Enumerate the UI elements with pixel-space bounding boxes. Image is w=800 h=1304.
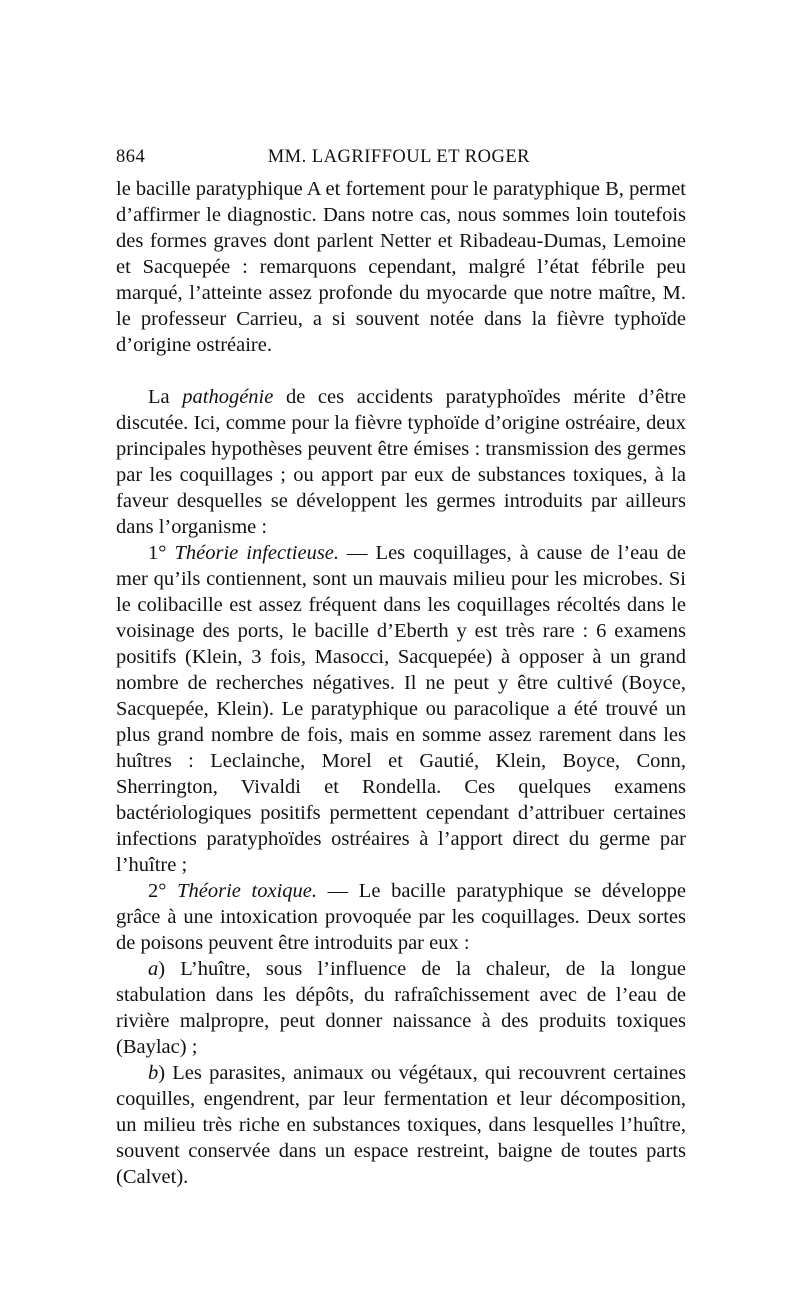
heading-theorie-toxique: Théorie toxique. xyxy=(177,880,317,902)
page-number: 864 xyxy=(116,147,146,167)
heading-theorie-infectieuse: Théorie infectieuse. xyxy=(174,542,340,564)
item-letter-b: b xyxy=(148,1062,159,1084)
running-head: MM. LAGRIFFOUL ET ROGER xyxy=(267,147,530,167)
paragraph-theorie-infectieuse xyxy=(116,540,686,878)
item-number: 2° xyxy=(148,880,178,902)
lead-text: La xyxy=(148,386,183,408)
paragraph-text: ) Les parasites, animaux ou végétaux, qui recouvrent certaines coquilles, engendrent, par leur fermentation et leur décomposition, un milieu très riche en substances toxiques, dans lesquelles l’huître, souvent conservée dans un espace restreint, baigne de toutes parts (Calvet). xyxy=(116,1062,686,1188)
paragraph-item-b xyxy=(116,1060,686,1190)
paragraph-theorie-toxique xyxy=(116,878,686,956)
paragraph-text: ) L’huître, sous l’influence de la chaleur, de la longue stabulation dans les dépôts, du rafraîchissement avec de l’eau de rivière malpropre, peut donner naissance à des produits toxiques (Baylac) ; xyxy=(116,958,686,1058)
body-text xyxy=(116,176,686,1190)
paragraph-item-a xyxy=(116,956,686,1060)
paragraph-text: — Le bacille paratyphique se développe grâce à une intoxication provoquée par les coquillages. Deux sortes de poisons peuvent être introduits par eux : xyxy=(116,880,686,954)
emphasis-pathogenie: pathogénie xyxy=(182,386,274,408)
paragraph-text: — Les coquillages, à cause de l’eau de mer qu’ils contiennent, sont un mauvais milieu pour les microbes. Si le colibacille est assez fréquent dans les coquillages récoltés dans le voisinage des ports, le bacille d’Eberth y est très rare : 6 examens positifs (Klein, 3 fois, Masocci, Sacquepée) à opposer à un grand nombre de recherches négatives. Il ne peut y être cultivé (Boyce, Sacquepée, Klein). Le paratyphique ou paracolique a été trouvé un plus grand nombre de fois, mais en somme assez rarement dans les huîtres : Leclainche, Morel et Gautié, Klein, Boyce, Conn, Sherrington, Vivaldi et Rondella. Ces quelques examens bactériologiques positifs permettent cependant d’attribuer certaines infections paratyphoïdes ostréaires à l’apport direct du germe par l’huître ; xyxy=(116,542,686,876)
item-number: 1° xyxy=(148,542,175,564)
item-letter-a: a xyxy=(148,958,159,980)
paragraph-text: de ces accidents paratyphoïdes mérite d’être discutée. Ici, comme pour la fièvre typhoïde d’origine ostréaire, deux principales hypothèses peuvent être émises : transmission des germes par les coquillages ; ou apport par eux de substances toxiques, à la faveur desquelles se développent les germes introduits par ailleurs dans l’organisme : xyxy=(116,386,686,538)
page-header xyxy=(116,147,530,171)
paragraph-continuation: le bacille paratyphique A et fortement pour le paratyphique B, permet d’affirmer le diagnostic. Dans notre cas, nous sommes loin toutefois des formes graves dont parlent Netter et Ribadeau-Dumas, Lemoine et Sacquepée : remarquons cependant, malgré l’état fébrile peu marqué, l’atteinte assez profonde du myocarde que notre maître, M. le professeur Carrieu, a si souvent notée dans la fièvre typhoïde d’origine ostréaire. xyxy=(116,178,686,356)
paragraph-pathogenie xyxy=(116,384,686,540)
